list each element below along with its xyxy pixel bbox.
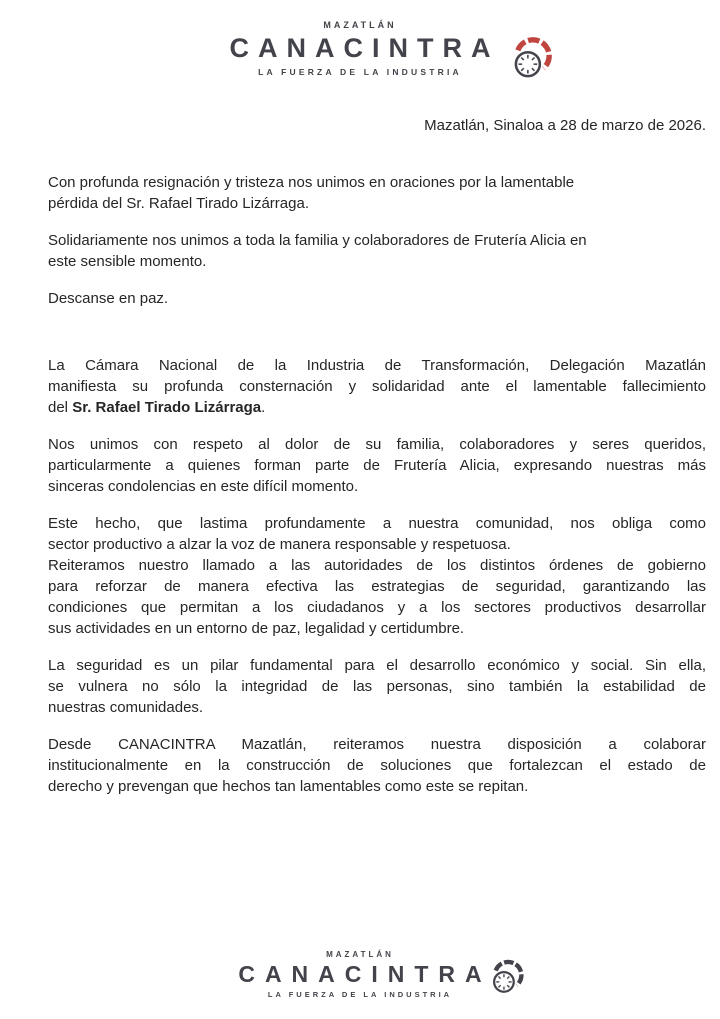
- paragraph: [48, 655, 706, 718]
- paragraph-line: [48, 618, 706, 639]
- paragraph-line: [48, 755, 706, 776]
- text-segment: Solidariamente nos unimos a toda la familia y colaboradores de Frutería Alicia en: [48, 232, 587, 249]
- canacintra-gear-logo-icon: [506, 35, 556, 85]
- paragraph-line: [48, 434, 706, 455]
- text-segment: manifiesta su profunda consternación y solidaridad ante el lamentable fallecimiento: [48, 378, 706, 395]
- paragraph-line: [48, 376, 706, 397]
- text-segment: Desde CANACINTRA Mazatlán, reiteramos nuestra disposición a colaborar: [48, 736, 706, 753]
- paragraph-line: [48, 172, 706, 193]
- paragraph-line: [48, 534, 706, 555]
- text-segment: Nos unimos con respeto al dolor de su familia, colaboradores y seres queridos,: [48, 436, 706, 453]
- paragraph-line: [48, 776, 706, 797]
- footer-brand: CANACINTRA: [238, 961, 492, 987]
- paragraph-line: [48, 251, 706, 272]
- letterhead-brand: CANACINTRA: [229, 33, 500, 63]
- date-line: Mazatlán, Sinaloa a 28 de marzo de 2026.: [424, 117, 706, 134]
- bold-text-segment: Sr. Rafael Tirado Lizárraga: [72, 399, 262, 416]
- paragraph-line: [48, 476, 706, 497]
- paragraph: [48, 513, 706, 639]
- paragraph-line: [48, 597, 706, 618]
- text-segment: sus actividades en un entorno de paz, legalidad y certidumbre.: [48, 620, 465, 637]
- paragraph-line: [48, 455, 706, 476]
- text-segment: institucionalmente en la construcción de soluciones que fortalezcan el estado de: [48, 757, 706, 774]
- footer-tagline: LA FUERZA DE LA INDUSTRIA: [267, 990, 453, 999]
- text-segment: pérdida del Sr. Rafael Tirado Lizárraga.: [48, 195, 309, 212]
- paragraph-line: [48, 676, 706, 697]
- paragraph-line: [48, 355, 706, 376]
- paragraph-line: [48, 397, 706, 418]
- text-segment: se vulnera no sólo la integridad de las personas, sino también la estabilidad de: [48, 678, 706, 695]
- paragraph: [48, 288, 706, 309]
- body-paragraphs: [48, 172, 706, 813]
- text-segment: particularmente a quienes forman parte de Frutería Alicia, expresando nuestras más: [48, 457, 706, 474]
- paragraph-line: [48, 697, 706, 718]
- text-segment: nuestras comunidades.: [48, 699, 204, 716]
- paragraph: [48, 434, 706, 497]
- paragraph-line: [48, 655, 706, 676]
- text-segment: Descanse en paz.: [48, 290, 169, 307]
- text-segment: derecho y prevengan que hechos tan lamentables como este se repitan.: [48, 778, 529, 795]
- paragraph-line: [48, 288, 706, 309]
- letterhead: [0, 20, 720, 77]
- paragraph: [48, 230, 706, 272]
- paragraph-line: [48, 555, 706, 576]
- paragraph: [48, 355, 706, 418]
- letterhead-city: MAZATLÁN: [323, 20, 397, 30]
- letterhead-tagline: LA FUERZA DE LA INDUSTRIA: [258, 67, 462, 77]
- text-segment: este sensible momento.: [48, 253, 207, 270]
- canacintra-gear-logo-icon-footer: [486, 958, 527, 999]
- text-segment: del: [48, 399, 73, 416]
- text-segment: La Cámara Nacional de la Industria de Transformación, Delegación Mazatlán: [48, 357, 706, 374]
- paragraph-line: [48, 576, 706, 597]
- text-segment: sector productivo a alzar la voz de manera responsable y respetuosa.: [48, 536, 511, 553]
- text-segment: para reforzar de manera efectiva las estrategias de seguridad, garantizando las: [48, 578, 706, 595]
- paragraph: [48, 734, 706, 797]
- text-segment: condiciones que permitan a los ciudadanos y a los sectores productivos desarrollar: [48, 599, 706, 616]
- text-segment: sinceras condolencias en este difícil momento.: [48, 478, 359, 495]
- paragraph-line: [48, 193, 706, 214]
- footer-letterhead: [0, 950, 720, 999]
- paragraph-line: [48, 230, 706, 251]
- paragraph-line: [48, 734, 706, 755]
- text-segment: Reiteramos nuestro llamado a las autoridades de los distintos órdenes de gobierno: [48, 557, 706, 574]
- footer-city: MAZATLÁN: [326, 950, 394, 959]
- text-segment: .: [261, 399, 266, 416]
- text-segment: Con profunda resignación y tristeza nos unimos en oraciones por la lamentable: [48, 174, 575, 191]
- paragraph-line: [48, 513, 706, 534]
- text-segment: La seguridad es un pilar fundamental para el desarrollo económico y social. Sin ella,: [48, 657, 706, 674]
- paragraph: [48, 172, 706, 214]
- text-segment: Este hecho, que lastima profundamente a nuestra comunidad, nos obliga como: [48, 515, 706, 532]
